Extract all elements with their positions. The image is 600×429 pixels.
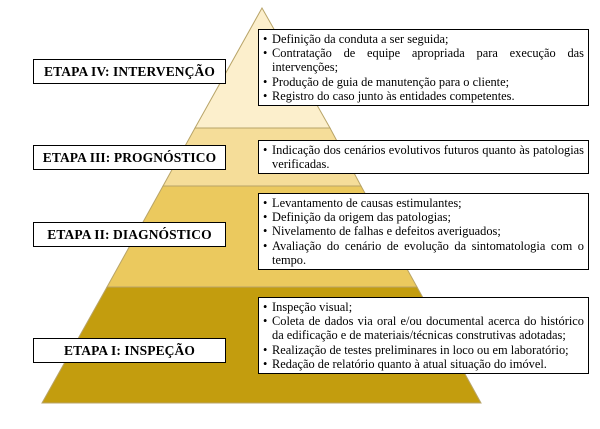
stage-description-intervencao — [258, 29, 589, 106]
stage-label-inspecao: ETAPA I: INSPEÇÃO — [33, 338, 226, 363]
stage-description-diagnostico — [258, 193, 589, 270]
stage-item: • Realização de testes preliminares in loco ou em laboratório; — [263, 343, 584, 357]
stage-item: • Contratação de equipe apropriada para execução das intervenções; — [263, 46, 584, 74]
stage-item: • Definição da origem das patologias; — [263, 210, 584, 224]
stage-label-diagnostico: ETAPA II: DIAGNÓSTICO — [33, 222, 226, 247]
stage-item-list — [263, 143, 584, 171]
stage-item-list — [263, 32, 584, 103]
stage-label-prognostico: ETAPA III: PROGNÓSTICO — [33, 145, 226, 170]
stage-item: • Coleta de dados via oral e/ou documental acerca do histórico da edificação e de materiais/técnicas construtivas adotadas; — [263, 314, 584, 342]
stage-item: • Indicação dos cenários evolutivos futuros quanto às patologias verificadas. — [263, 143, 584, 171]
stage-item: • Inspeção visual; — [263, 300, 584, 314]
stage-label-intervencao: ETAPA IV: INTERVENÇÃO — [33, 59, 226, 84]
stage-description-prognostico — [258, 140, 589, 174]
stage-item-list — [263, 300, 584, 371]
stage-item-list — [263, 196, 584, 267]
stage-item: • Avaliação do cenário de evolução da sintomatologia com o tempo. — [263, 239, 584, 267]
stage-item: • Nivelamento de falhas e defeitos averiguados; — [263, 224, 584, 238]
stage-item: • Levantamento de causas estimulantes; — [263, 196, 584, 210]
stage-item: • Definição da conduta a ser seguida; — [263, 32, 584, 46]
stage-item: • Produção de guia de manutenção para o cliente; — [263, 75, 584, 89]
stage-description-inspecao — [258, 297, 589, 374]
stage-item: • Redação de relatório quanto à atual situação do imóvel. — [263, 357, 584, 371]
stage-item: • Registro do caso junto às entidades competentes. — [263, 89, 584, 103]
